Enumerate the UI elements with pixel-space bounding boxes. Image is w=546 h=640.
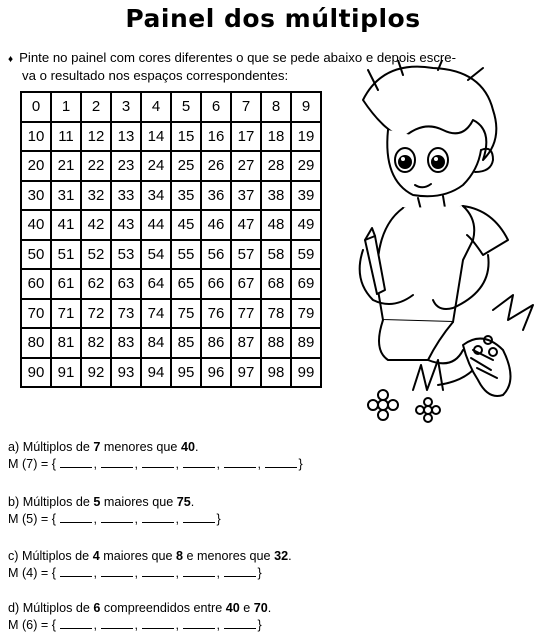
grid-row (21, 122, 321, 152)
grid-cell[interactable]: 44 (141, 210, 171, 240)
grid-cell[interactable]: 21 (51, 151, 81, 181)
grid-cell[interactable]: 72 (81, 299, 111, 329)
grid-cell[interactable]: 83 (111, 328, 141, 358)
grid-cell[interactable]: 0 (21, 92, 51, 122)
grid-row (21, 269, 321, 299)
grid-cell[interactable]: 24 (141, 151, 171, 181)
grid-cell[interactable]: 63 (111, 269, 141, 299)
question (8, 494, 221, 528)
grid-cell[interactable]: 29 (291, 151, 321, 181)
grid-cell[interactable]: 8 (261, 92, 291, 122)
grid-cell[interactable]: 19 (291, 122, 321, 152)
grid-cell[interactable]: 45 (171, 210, 201, 240)
grid-cell[interactable]: 12 (81, 122, 111, 152)
grid-cell[interactable]: 11 (51, 122, 81, 152)
grid-cell[interactable]: 10 (21, 122, 51, 152)
grid-row (21, 92, 321, 122)
grid-cell[interactable]: 5 (171, 92, 201, 122)
question-text: b) Múltiplos de 5 maiores que 75. (8, 495, 195, 509)
instruction-line-1: Pinte no painel com cores diferentes o que se pede abaixo e depois escre- (19, 50, 457, 65)
grid-cell[interactable]: 37 (231, 181, 261, 211)
answer-blank[interactable] (183, 511, 215, 523)
grid-cell[interactable]: 36 (201, 181, 231, 211)
answer-blank[interactable] (101, 565, 133, 577)
grid-cell[interactable]: 75 (171, 299, 201, 329)
grid-row (21, 181, 321, 211)
grid-cell[interactable]: 70 (21, 299, 51, 329)
grid-cell[interactable]: 53 (111, 240, 141, 270)
grid-cell[interactable]: 62 (81, 269, 111, 299)
grid-cell[interactable]: 14 (141, 122, 171, 152)
grid-cell[interactable]: 26 (201, 151, 231, 181)
question (8, 600, 271, 634)
grid-row (21, 358, 321, 388)
grid-cell[interactable]: 84 (141, 328, 171, 358)
instruction-line-2: va o resultado nos espaços correspondentes: (22, 68, 289, 83)
grid-cell[interactable]: 74 (141, 299, 171, 329)
grid-cell[interactable]: 1 (51, 92, 81, 122)
grid-cell[interactable]: 48 (261, 210, 291, 240)
grid-cell[interactable]: 23 (111, 151, 141, 181)
grid-cell[interactable]: 49 (291, 210, 321, 240)
grid-cell[interactable]: 28 (261, 151, 291, 181)
grid-cell[interactable]: 78 (261, 299, 291, 329)
grid-cell[interactable]: 16 (201, 122, 231, 152)
answer-blank[interactable] (265, 456, 297, 468)
grid-cell[interactable]: 80 (21, 328, 51, 358)
grid-cell[interactable]: 15 (171, 122, 201, 152)
grid-cell[interactable]: 38 (261, 181, 291, 211)
grid-cell[interactable]: 6 (201, 92, 231, 122)
answer-blank[interactable] (183, 617, 215, 629)
question (8, 548, 292, 582)
grid-cell[interactable]: 39 (291, 181, 321, 211)
grid-cell[interactable]: 57 (231, 240, 261, 270)
answer-blank[interactable] (60, 617, 92, 629)
answer-blank[interactable] (224, 456, 256, 468)
answer-blank[interactable] (183, 456, 215, 468)
grid-cell[interactable]: 56 (201, 240, 231, 270)
number-grid (20, 91, 322, 388)
grid-cell[interactable]: 3 (111, 92, 141, 122)
grid-cell[interactable]: 91 (51, 358, 81, 388)
answer-blank[interactable] (101, 617, 133, 629)
question (8, 439, 303, 473)
question-text: c) Múltiplos de 4 maiores que 8 e menores que 32. (8, 549, 292, 563)
grid-cell[interactable]: 17 (231, 122, 261, 152)
answer-set: M (6) = { , , , , } (8, 618, 262, 632)
grid-cell[interactable]: 27 (231, 151, 261, 181)
grid-cell[interactable]: 71 (51, 299, 81, 329)
grid-cell[interactable]: 68 (261, 269, 291, 299)
answer-blank[interactable] (224, 565, 256, 577)
grid-cell[interactable]: 51 (51, 240, 81, 270)
grid-cell[interactable]: 2 (81, 92, 111, 122)
answer-blank[interactable] (224, 617, 256, 629)
grid-cell[interactable]: 47 (231, 210, 261, 240)
grid-row (21, 210, 321, 240)
question-text: a) Múltiplos de 7 menores que 40. (8, 440, 199, 454)
grid-cell[interactable]: 67 (231, 269, 261, 299)
grid-cell[interactable]: 76 (201, 299, 231, 329)
grid-cell[interactable]: 96 (201, 358, 231, 388)
grid-cell[interactable]: 98 (261, 358, 291, 388)
grid-cell[interactable]: 46 (201, 210, 231, 240)
grid-cell[interactable]: 35 (171, 181, 201, 211)
grid-cell[interactable]: 92 (81, 358, 111, 388)
grid-cell[interactable]: 99 (291, 358, 321, 388)
grid-cell[interactable]: 77 (231, 299, 261, 329)
grid-cell[interactable]: 86 (201, 328, 231, 358)
grid-cell[interactable]: 33 (111, 181, 141, 211)
grid-cell[interactable]: 55 (171, 240, 201, 270)
grid-cell[interactable]: 73 (111, 299, 141, 329)
question-text: d) Múltiplos de 6 compreendidos entre 40 e 70. (8, 601, 272, 615)
grid-cell[interactable]: 32 (81, 181, 111, 211)
grid-row (21, 328, 321, 358)
grid-row (21, 299, 321, 329)
grid-cell[interactable]: 34 (141, 181, 171, 211)
grid-cell[interactable]: 89 (291, 328, 321, 358)
answer-blank[interactable] (101, 456, 133, 468)
grid-cell[interactable]: 43 (111, 210, 141, 240)
answer-blank[interactable] (101, 511, 133, 523)
answer-blank[interactable] (60, 565, 92, 577)
grid-cell[interactable]: 61 (51, 269, 81, 299)
grid-cell[interactable]: 41 (51, 210, 81, 240)
grid-cell[interactable]: 93 (111, 358, 141, 388)
grid-row (21, 151, 321, 181)
grid-cell[interactable]: 65 (171, 269, 201, 299)
grid-cell[interactable]: 20 (21, 151, 51, 181)
answer-set: M (4) = { , , , , } (8, 566, 262, 580)
grid-cell[interactable]: 9 (291, 92, 321, 122)
answer-blank[interactable] (60, 511, 92, 523)
answer-set: M (7) = { , , , , , } (8, 457, 303, 471)
grid-cell[interactable]: 13 (111, 122, 141, 152)
grid-cell[interactable]: 54 (141, 240, 171, 270)
grid-cell[interactable]: 85 (171, 328, 201, 358)
boy-illustration-icon (343, 60, 543, 440)
answer-set: M (5) = { , , , } (8, 512, 221, 526)
grid-cell[interactable]: 52 (81, 240, 111, 270)
grid-cell[interactable]: 40 (21, 210, 51, 240)
grid-cell[interactable]: 50 (21, 240, 51, 270)
grid-cell[interactable]: 64 (141, 269, 171, 299)
grid-cell[interactable]: 66 (201, 269, 231, 299)
grid-cell[interactable]: 7 (231, 92, 261, 122)
grid-cell[interactable]: 22 (81, 151, 111, 181)
answer-blank[interactable] (183, 565, 215, 577)
grid-cell[interactable]: 97 (231, 358, 261, 388)
grid-cell[interactable]: 81 (51, 328, 81, 358)
grid-cell[interactable]: 90 (21, 358, 51, 388)
grid-cell[interactable]: 59 (291, 240, 321, 270)
answer-blank[interactable] (60, 456, 92, 468)
answer-blank[interactable] (142, 511, 174, 523)
grid-cell[interactable]: 58 (261, 240, 291, 270)
answer-blank[interactable] (142, 565, 174, 577)
grid-cell[interactable]: 4 (141, 92, 171, 122)
answer-blank[interactable] (142, 617, 174, 629)
grid-cell[interactable]: 95 (171, 358, 201, 388)
page-title: Painel dos múltiplos (125, 4, 421, 33)
grid-cell[interactable]: 88 (261, 328, 291, 358)
grid-row (21, 240, 321, 270)
grid-cell[interactable]: 94 (141, 358, 171, 388)
grid-cell[interactable]: 31 (51, 181, 81, 211)
answer-blank[interactable] (142, 456, 174, 468)
bullet-icon: ♦ (8, 54, 14, 65)
grid-cell[interactable]: 87 (231, 328, 261, 358)
grid-cell[interactable]: 30 (21, 181, 51, 211)
grid-cell[interactable]: 60 (21, 269, 51, 299)
grid-cell[interactable]: 79 (291, 299, 321, 329)
grid-cell[interactable]: 42 (81, 210, 111, 240)
grid-cell[interactable]: 25 (171, 151, 201, 181)
grid-cell[interactable]: 82 (81, 328, 111, 358)
grid-cell[interactable]: 69 (291, 269, 321, 299)
grid-cell[interactable]: 18 (261, 122, 291, 152)
